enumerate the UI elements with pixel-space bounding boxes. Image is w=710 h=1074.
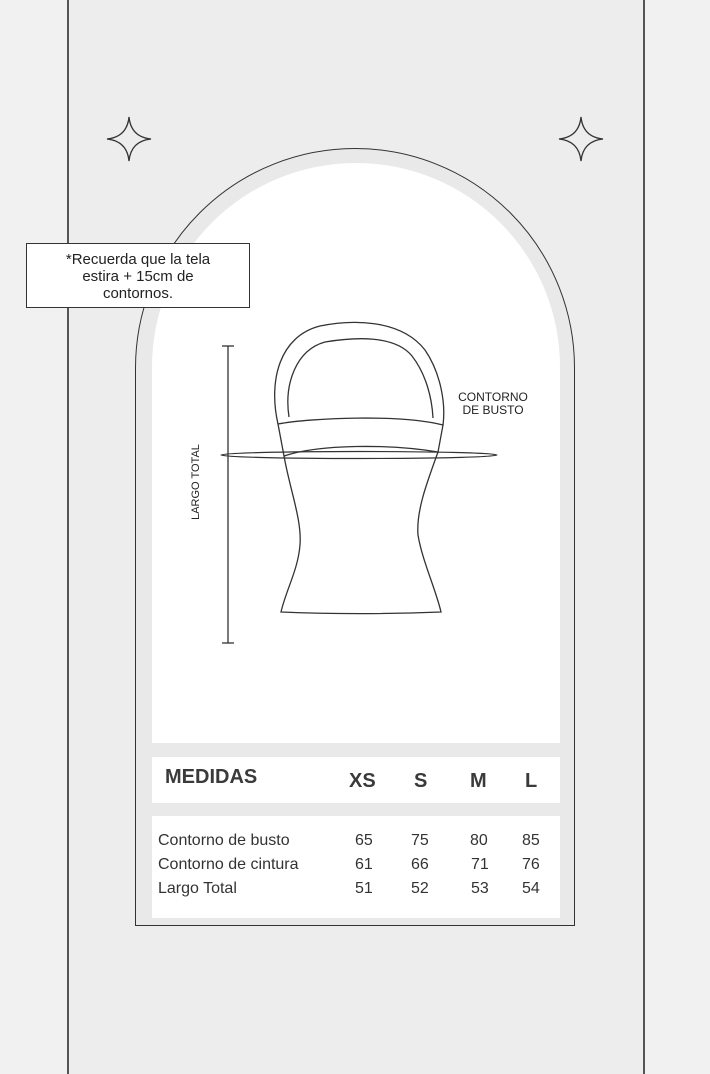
note-line-1: *Recuerda que la tela (65, 251, 211, 268)
row-label: Contorno de busto (158, 832, 290, 849)
row-label: Largo Total (158, 880, 237, 897)
size-xs: XS (349, 770, 376, 792)
row-label: Contorno de cintura (158, 856, 299, 873)
bust-label-line-1: CONTORNO (458, 390, 528, 404)
bust-measure-ellipse (221, 452, 497, 459)
size-l: L (525, 770, 538, 792)
row-value: 75 (411, 832, 429, 849)
note-line-3: contornos. (102, 285, 174, 302)
sparkle-right-icon (559, 117, 603, 161)
row-value: 65 (355, 832, 373, 849)
row-value: 85 (522, 832, 540, 849)
table-title: MEDIDAS (165, 766, 258, 788)
bust-label (450, 391, 536, 417)
stretch-note (26, 243, 250, 308)
row-value: 52 (411, 880, 429, 897)
row-value: 54 (522, 880, 540, 897)
row-value: 66 (411, 856, 429, 873)
row-value: 76 (522, 856, 540, 873)
length-label: LARGO TOTAL (190, 444, 202, 520)
bust-label-line-2: DE BUSTO (462, 403, 524, 417)
length-measure-line (222, 346, 234, 643)
row-value: 61 (355, 856, 373, 873)
size-m: M (470, 770, 487, 792)
row-value: 51 (355, 880, 373, 897)
garment-illustration (275, 322, 444, 613)
size-s: S (414, 770, 428, 792)
row-value: 80 (470, 832, 488, 849)
note-line-2: estira + 15cm de (82, 268, 194, 285)
row-value: 71 (471, 856, 489, 873)
sparkle-left-icon (107, 117, 151, 161)
row-value: 53 (471, 880, 489, 897)
